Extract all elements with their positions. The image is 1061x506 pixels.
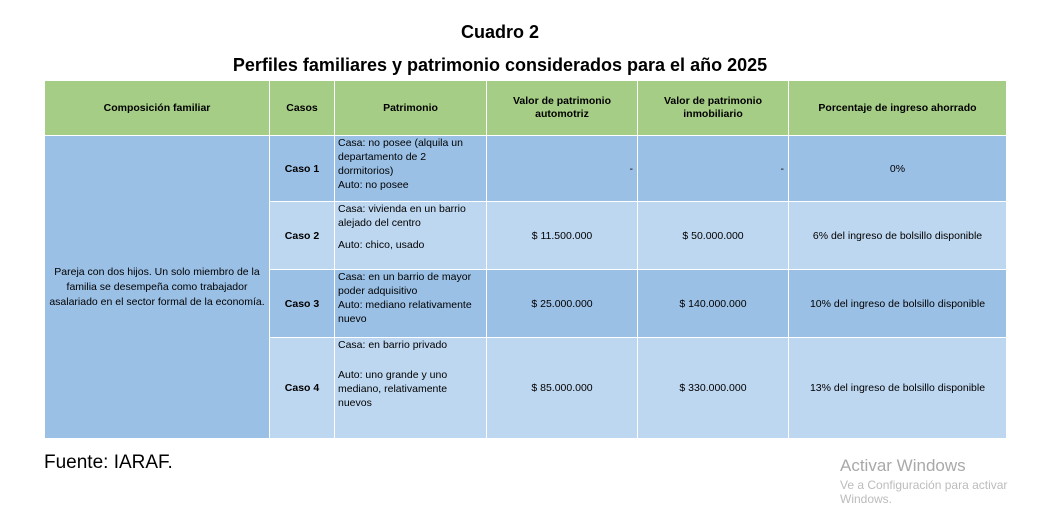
inmobiliario-cell: $ 330.000.000 <box>638 338 789 439</box>
patrimonio-auto: Auto: mediano relativamente nuevo <box>338 299 472 325</box>
automotriz-cell: $ 85.000.000 <box>487 338 638 439</box>
patrimonio-casa: Casa: en barrio privado <box>338 339 448 351</box>
porcentaje-cell: 0% <box>789 136 1007 202</box>
header-casos: Casos <box>270 81 335 136</box>
caso-cell: Caso 3 <box>270 270 335 338</box>
inmobiliario-cell: $ 50.000.000 <box>638 202 789 270</box>
patrimonio-casa: Casa: en un barrio de mayor poder adquisitivo <box>338 271 472 297</box>
patrimonio-cell <box>335 270 487 338</box>
header-row <box>45 81 1007 136</box>
patrimonio-casa: Casa: no posee (alquila un departamento de 2 dormitorios) <box>338 137 463 177</box>
caso-cell: Caso 2 <box>270 202 335 270</box>
header-porcentaje: Porcentaje de ingreso ahorrado <box>789 81 1007 136</box>
table-title: Cuadro 2 <box>460 22 539 42</box>
porcentaje-cell: 6% del ingreso de bolsillo disponible <box>789 202 1007 270</box>
patrimonio-cell <box>335 136 487 202</box>
inmobiliario-cell: - <box>638 136 789 202</box>
header-composicion: Composición familiar <box>45 81 270 136</box>
header-patrimonio: Patrimonio <box>335 81 487 136</box>
inmobiliario-cell: $ 140.000.000 <box>638 270 789 338</box>
header-automotriz: Valor de patrimonio automotriz <box>487 81 638 136</box>
patrimonio-auto: Auto: chico, usado <box>338 239 425 251</box>
table-row <box>45 136 1007 202</box>
patrimonio-cell <box>335 202 487 270</box>
patrimonio-auto: Auto: no posee <box>338 179 409 191</box>
profiles-table <box>44 80 1007 439</box>
activation-watermark-subtext: Ve a Configuración para activar Windows. <box>840 478 1008 506</box>
automotriz-cell: $ 25.000.000 <box>487 270 638 338</box>
table-subtitle: Perfiles familiares y patrimonio considerados para el año 2025 <box>232 55 768 75</box>
caso-cell: Caso 1 <box>270 136 335 202</box>
caso-cell: Caso 4 <box>270 338 335 439</box>
automotriz-cell: - <box>487 136 638 202</box>
automotriz-cell: $ 11.500.000 <box>487 202 638 270</box>
header-inmobiliario: Valor de patrimonio inmobiliario <box>638 81 789 136</box>
patrimonio-cell <box>335 338 487 439</box>
source-note: Fuente: IARAF. <box>44 452 173 473</box>
patrimonio-auto: Auto: uno grande y uno mediano, relativamente nuevos <box>338 369 448 409</box>
patrimonio-casa: Casa: vivienda en un barrio alejado del centro <box>338 203 466 229</box>
porcentaje-cell: 13% del ingreso de bolsillo disponible <box>789 338 1007 439</box>
activation-watermark: Activar Windows <box>840 456 966 475</box>
composicion-cell: Pareja con dos hijos. Un solo miembro de la familia se desempeña como trabajador asalariado en el sector formal de la economía. <box>45 136 270 439</box>
porcentaje-cell: 10% del ingreso de bolsillo disponible <box>789 270 1007 338</box>
